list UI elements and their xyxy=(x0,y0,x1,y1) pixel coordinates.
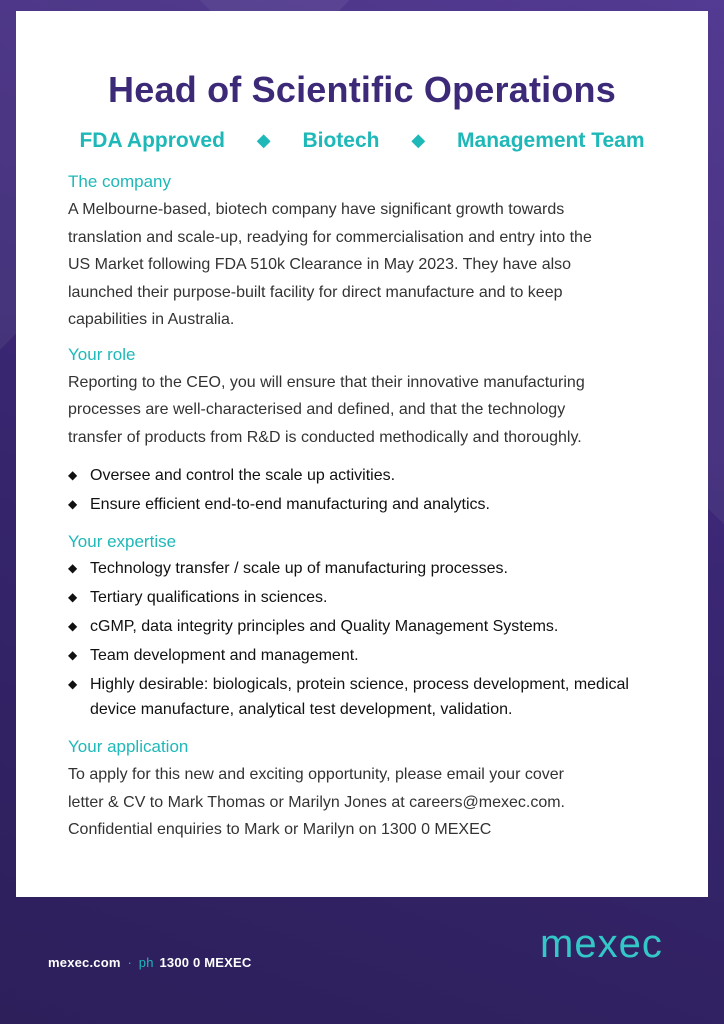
page-title: Head of Scientific Operations xyxy=(108,69,616,110)
diamond-icon: ◆ xyxy=(256,130,271,150)
tag-management-team: Management Team xyxy=(457,129,645,152)
diamond-bullet-icon: ◆ xyxy=(68,468,78,482)
tag-row xyxy=(16,129,708,153)
diamond-bullet-icon: ◆ xyxy=(68,497,78,511)
text-line: Confidential enquiries to Mark or Marilyn on 1300 0 MEXEC xyxy=(68,821,492,838)
diamond-bullet-icon: ◆ xyxy=(68,619,78,633)
role-text xyxy=(68,369,668,452)
list-item: ◆ Oversee and control the scale up activities. xyxy=(68,463,668,488)
phone-number: 1300 0 MEXEC xyxy=(159,955,252,970)
section-heading-role: Your role xyxy=(68,344,136,364)
separator-dot: · xyxy=(127,955,132,970)
footer-contact xyxy=(48,955,251,970)
company-text xyxy=(68,196,668,334)
text-line: processes are well-characterised and defined, and that the technology xyxy=(68,401,566,418)
section-heading-application: Your application xyxy=(68,737,189,756)
application-text xyxy=(68,761,668,844)
text-line: Reporting to the CEO, you will ensure that their innovative manufacturing xyxy=(68,373,585,391)
job-ad-card xyxy=(16,11,708,897)
text-line: US Market following FDA 510k Clearance in May 2023. They have also xyxy=(68,256,572,273)
diamond-bullet-icon: ◆ xyxy=(68,648,78,662)
diamond-bullet-icon: ◆ xyxy=(68,561,78,575)
expertise-bullet-list xyxy=(68,556,668,722)
text-line: A Melbourne-based, biotech company have significant growth towards xyxy=(68,201,565,218)
website-link[interactable]: mexec.com xyxy=(48,955,121,970)
text-line: letter & CV to Mark Thomas or Marilyn Jones at careers@mexec.com. xyxy=(68,793,565,811)
section-heading-company: The company xyxy=(68,172,171,191)
list-item: ◆ Tertiary qualifications in sciences. xyxy=(68,585,668,610)
mexec-logo: mexec xyxy=(540,922,663,966)
list-item: ◆ cGMP, data integrity principles and Quality Management Systems. xyxy=(68,614,668,639)
text-line: translation and scale-up, readying for commercialisation and entry into the xyxy=(68,228,592,246)
text-line: launched their purpose-built facility for direct manufacture and to keep xyxy=(68,283,563,301)
role-bullet-list xyxy=(68,463,668,517)
section-heading-expertise: Your expertise xyxy=(68,532,177,551)
list-item: ◆ Highly desirable: biologicals, protein science, process development, medical device manufacture, analytical test development, validation. xyxy=(68,672,668,722)
tag-fda-approved: FDA Approved xyxy=(79,129,225,152)
list-item: ◆ Technology transfer / scale up of manufacturing processes. xyxy=(68,556,668,581)
text-line: capabilities in Australia. xyxy=(68,311,235,328)
diamond-bullet-icon: ◆ xyxy=(68,677,78,691)
diamond-bullet-icon: ◆ xyxy=(68,590,78,604)
main-content xyxy=(68,171,668,844)
tag-biotech: Biotech xyxy=(302,129,380,152)
phone-label: ph xyxy=(138,955,154,970)
text-line: To apply for this new and exciting opportunity, please email your cover xyxy=(68,766,564,783)
list-item: ◆ Team development and management. xyxy=(68,643,668,668)
text-line: transfer of products from R&D is conducted methodically and thoroughly. xyxy=(68,428,582,446)
diamond-icon: ◆ xyxy=(411,130,426,150)
list-item: ◆ Ensure efficient end-to-end manufacturing and analytics. xyxy=(68,492,668,517)
